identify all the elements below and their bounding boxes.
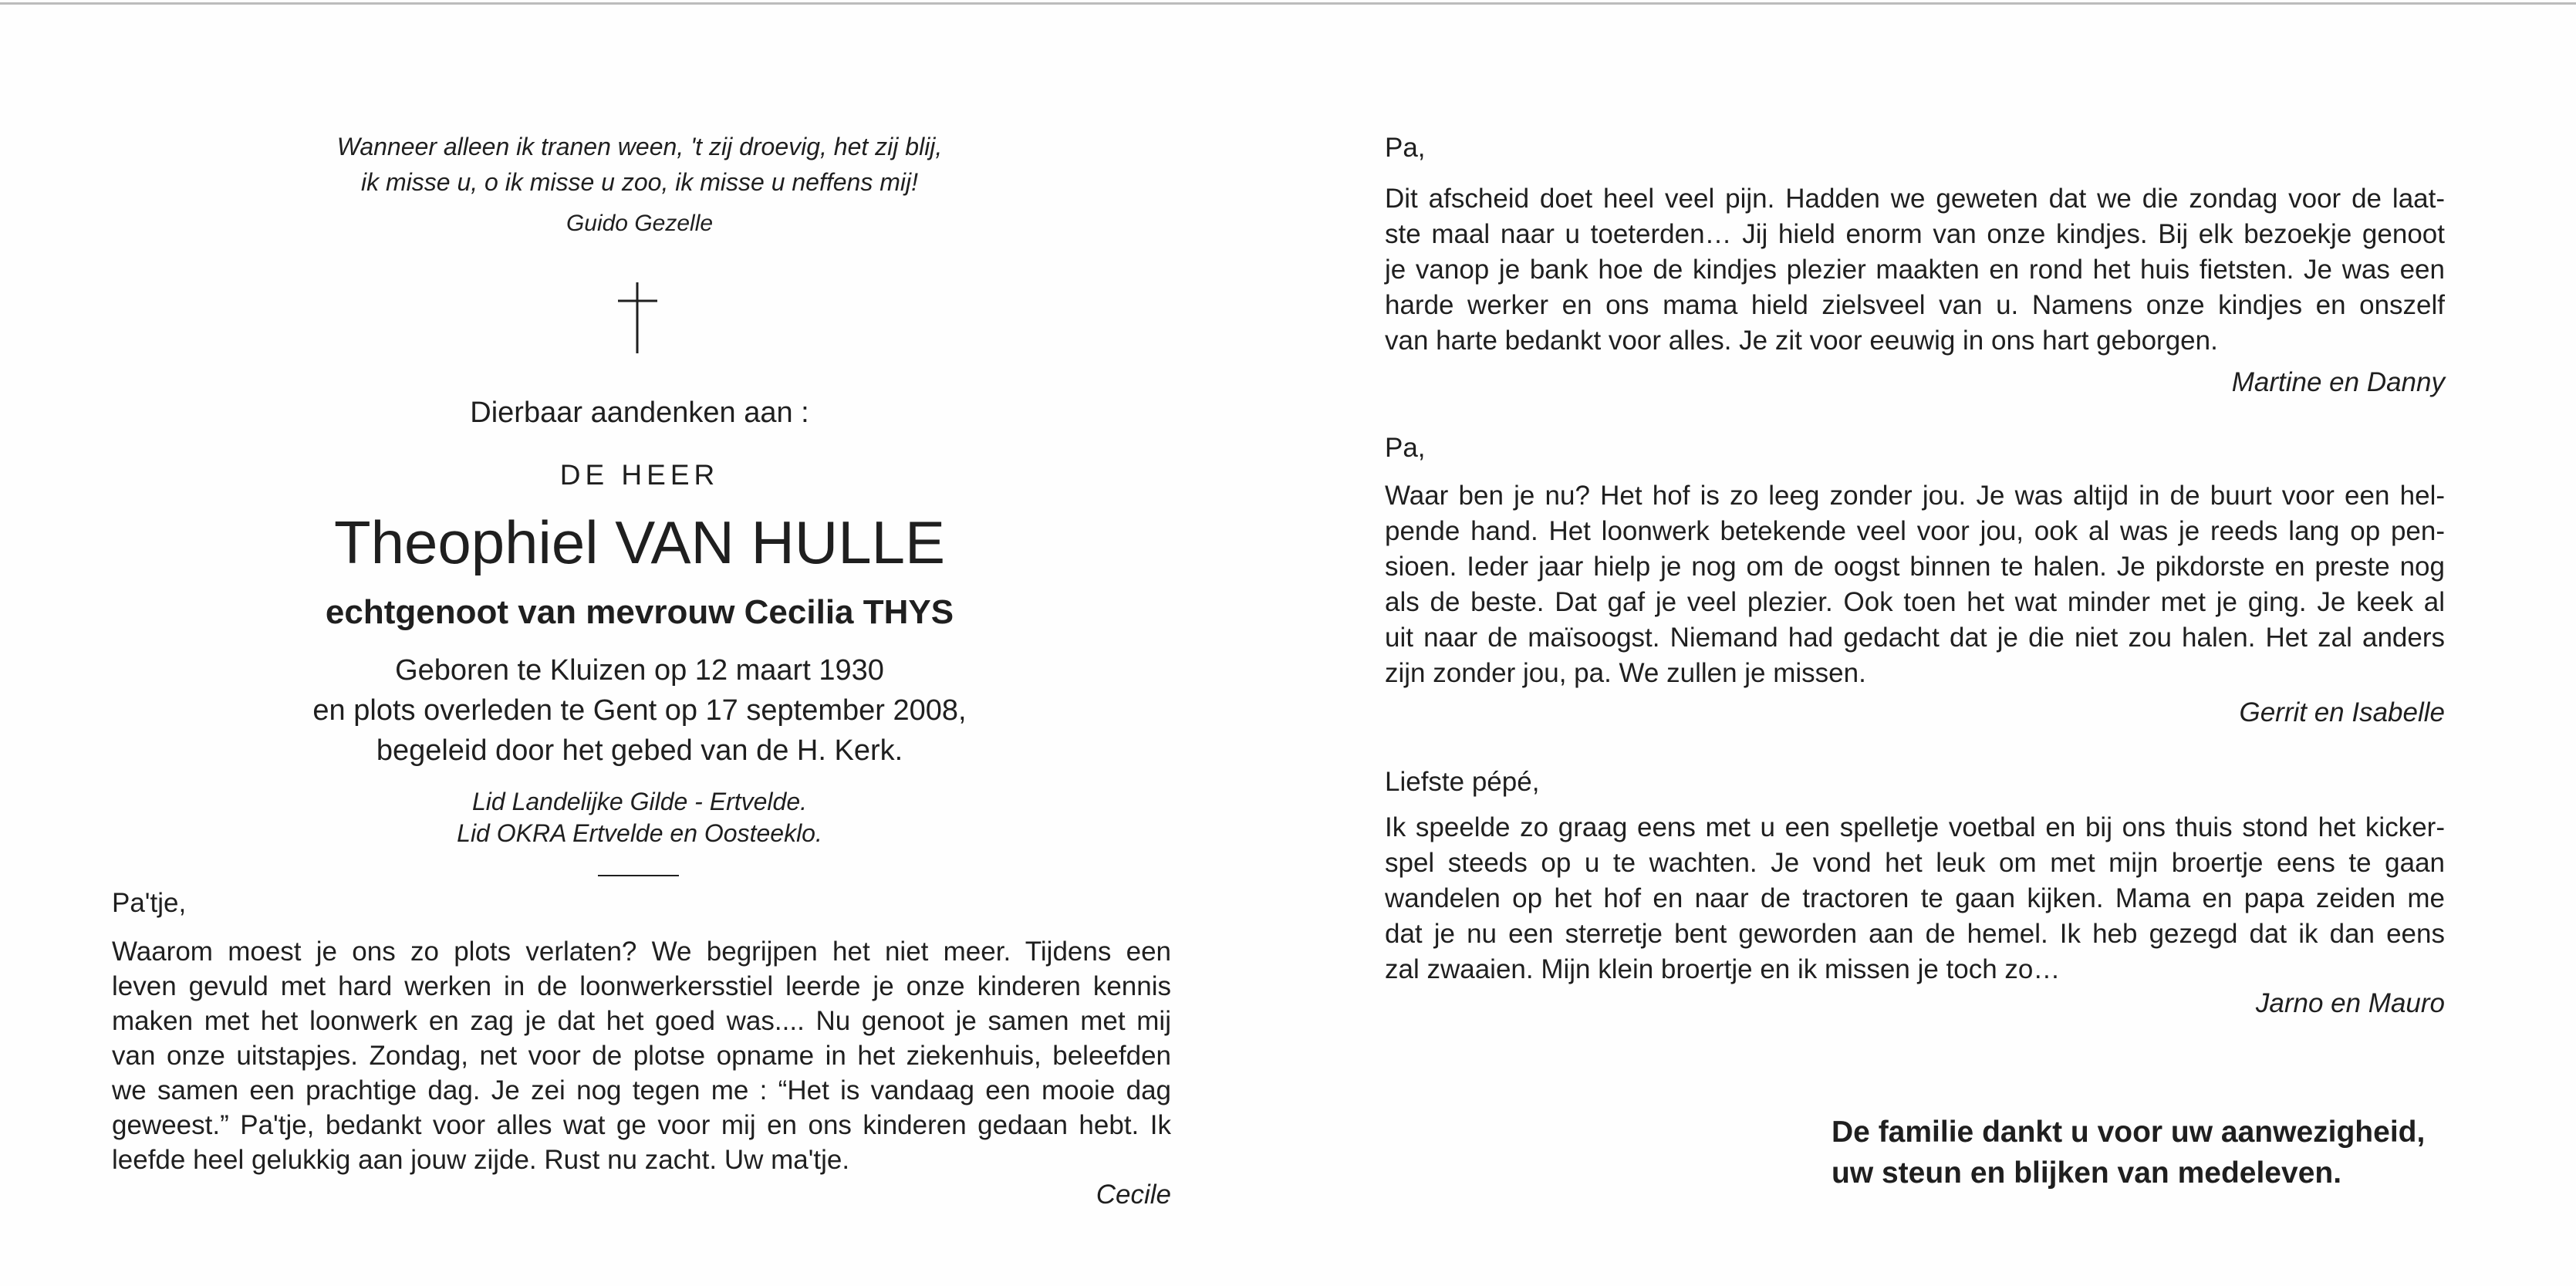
- life-line: en plots overleden te Gent op 17 september 2008,: [312, 694, 967, 727]
- message-signature: Martine en Danny: [2231, 367, 2445, 397]
- message-line: pende hand. Het loonwerk betekende veel voor jou, ook al was je reeds lang op pen-: [1385, 516, 2445, 546]
- message-line: Waar ben je nu? Het hof is zo leeg zonder jou. Je was altijd in de buurt voor een hel-: [1385, 481, 2445, 511]
- life-line: Geboren te Kluizen op 12 maart 1930: [395, 654, 884, 687]
- message-line: uit naar de maïsoogst. Niemand had gedacht dat je die niet zou halen. Het zal anders: [1385, 623, 2445, 653]
- message-line: maken met het loonwerk en zag je dat het goed was.... Nu genoot je samen met mij: [112, 1006, 1171, 1036]
- message-line: wandelen op het hof en naar de tractoren te gaan kijken. Mama en papa zeiden me: [1385, 883, 2445, 913]
- message-line: dat je nu een sterretje bent geworden aan de hemel. Ik heb gezegd dat ik dan eens: [1385, 919, 2445, 949]
- message-line: we samen een prachtige dag. Je zei nog tegen me : “Het is vandaag een mooie dag: [112, 1075, 1171, 1105]
- remembrance-intro: Dierbaar aandenken aan :: [470, 397, 809, 429]
- quote-author: Guido Gezelle: [566, 211, 714, 236]
- divider: [598, 875, 679, 876]
- message-body: [112, 934, 1171, 1177]
- message-line: je vanop je bank hoe de kindjes plezier maakten en rond het huis fietsten. Je was een: [1385, 255, 2445, 285]
- poem-quote: [254, 129, 1025, 200]
- message-line: Waarom moest je ons zo plots verlaten? We begrijpen het niet meer. Tijdens een: [112, 937, 1171, 967]
- message-salutation: Liefste pépé,: [1385, 767, 1540, 797]
- message-signature: Jarno en Mauro: [2255, 988, 2445, 1018]
- life-details: [254, 650, 1025, 771]
- message-salutation: Pa,: [1385, 133, 1426, 163]
- message-line: spel steeds op u te wachten. Je vond het leuk om met mijn broertje eens te gaan: [1385, 848, 2445, 878]
- deceased-name: Theophiel VAN HULLE: [334, 508, 945, 576]
- message-line: van onze uitstapjes. Zondag, net voor de plotse opname in het ziekenhuis, beleefden: [112, 1041, 1171, 1071]
- message-salutation: Pa'tje,: [112, 888, 187, 918]
- honorific: DE HEER: [559, 459, 720, 491]
- thanks-line: uw steun en blijken van medeleven.: [1832, 1156, 2342, 1190]
- message-line: ste maal naar u toeterden… Jij hield enorm van onze kindjes. Bij elk bezoekje genoot: [1385, 219, 2445, 249]
- life-line: begeleid door het gebed van de H. Kerk.: [376, 734, 903, 767]
- message-line: leven gevuld met hard werken in de loonwerkersstiel leerde je onze kinderen kennis: [112, 971, 1171, 1001]
- family-thanks: [1832, 1112, 2425, 1193]
- memberships: [254, 786, 1025, 849]
- message-line: Ik speelde zo graag eens met u een spelletje voetbal en bij ons thuis stond het kicker-: [1385, 812, 2445, 842]
- message-line: leefde heel gelukkig aan jouw zijde. Rust nu zacht. Uw ma'tje.: [112, 1145, 850, 1175]
- message-line: als de beste. Dat gaf je veel plezier. Ook toen het wat minder met je ging. Je keek al: [1385, 587, 2445, 617]
- message-line: geweest.” Pa'tje, bedankt voor alles wat ge voor mij en ons kinderen gedaan hebt. Ik: [112, 1110, 1171, 1140]
- message-signature: Cecile: [1096, 1180, 1171, 1210]
- message-line: Dit afscheid doet heel veel pijn. Hadden we geweten dat we die zondag voor de laat-: [1385, 184, 2445, 214]
- quote-line: Wanneer alleen ik tranen ween, 't zij droevig, het zij blij,: [336, 133, 943, 160]
- cross-icon: [609, 278, 665, 358]
- message-line: zijn zonder jou, pa. We zullen je missen.: [1385, 658, 1866, 688]
- membership-line: Lid Landelijke Gilde - Ertvelde.: [471, 788, 807, 815]
- message-signature: Gerrit en Isabelle: [2239, 697, 2445, 727]
- message-line: harde werker en ons mama hield zielsveel van u. Namens onze kindjes en onszelf: [1385, 290, 2445, 320]
- message-line: zal zwaaien. Mijn klein broertje en ik missen je toch zo…: [1385, 954, 2061, 984]
- spouse-line: echtgenoot van mevrouw Cecilia THYS: [325, 593, 954, 631]
- message-body: [1385, 810, 2445, 987]
- message-line: van harte bedankt voor alles. Je zit voor eeuwig in ons hart geborgen.: [1385, 326, 2218, 356]
- message-line: sioen. Ieder jaar hielp je nog om de oogst binnen te halen. Je pikdorste en preste nog: [1385, 552, 2445, 582]
- message-body: [1385, 181, 2445, 359]
- message-salutation: Pa,: [1385, 433, 1426, 463]
- thanks-line: De familie dankt u voor uw aanwezigheid,: [1832, 1116, 2426, 1149]
- card-top-edge: [0, 2, 2576, 5]
- membership-line: Lid OKRA Ertvelde en Oosteeklo.: [457, 819, 822, 847]
- message-body: [1385, 478, 2445, 691]
- quote-line: ik misse u, o ik misse u zoo, ik misse u neffens mij!: [361, 168, 918, 196]
